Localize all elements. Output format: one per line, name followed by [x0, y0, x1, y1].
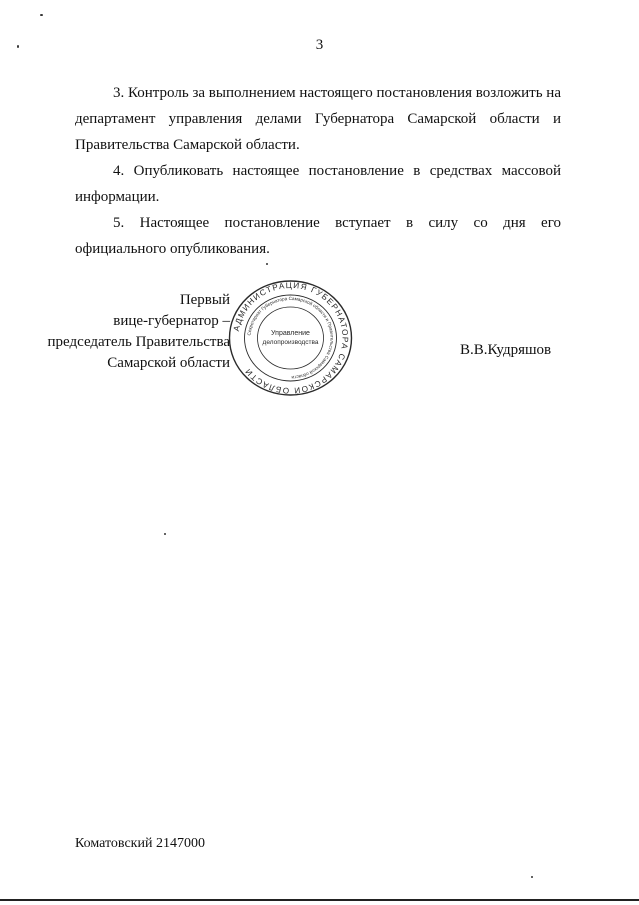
document-body: [75, 80, 561, 262]
paragraph-control: 3. Контроль за выполнением настоящего постановления возложить на департамент управления делами Губернатора Самарской области и Правительства Самарской области.: [75, 85, 561, 153]
executor-note: Коматовский 2147000: [75, 836, 205, 851]
svg-text:Секретариат Губернатора Самарс: [247, 296, 335, 380]
stamp-middle-text: Секретариат Губернатора Самарской области и Правительства Самарской области: [246, 295, 335, 381]
official-stamp-seal: [228, 279, 353, 397]
signer-title: [30, 290, 230, 374]
signer-title-line: председатель Правительства: [47, 334, 230, 350]
scan-speck: [531, 876, 533, 878]
paragraph-publish: 4. Опубликовать настоящее постановление в средствах массовой информации.: [75, 163, 561, 205]
scan-speck: [40, 14, 43, 16]
page-number: 3: [315, 37, 324, 53]
scan-speck: [164, 533, 166, 535]
signer-title-line: вице-губернатор –: [113, 313, 230, 329]
signer-title-line: Самарской области: [107, 355, 230, 371]
paragraph-effect: 5. Настоящее постановление вступает в силу со дня его официального опубликования.: [75, 215, 561, 257]
signer-name: В.В.Кудряшов: [460, 342, 552, 358]
scan-speck: [17, 45, 19, 48]
scan-speck: [266, 263, 268, 265]
scan-bottom-edge: [0, 899, 639, 901]
stamp-center-line1: Управление: [271, 330, 310, 337]
stamp-center-line2: делопроизводства: [262, 339, 319, 346]
stamp-outer-text: АДМИНИСТРАЦИЯ ГУБЕРНАТОРА САМАРСКОЙ ОБЛАСТИ: [231, 280, 350, 396]
signer-title-line: Первый: [179, 292, 230, 308]
